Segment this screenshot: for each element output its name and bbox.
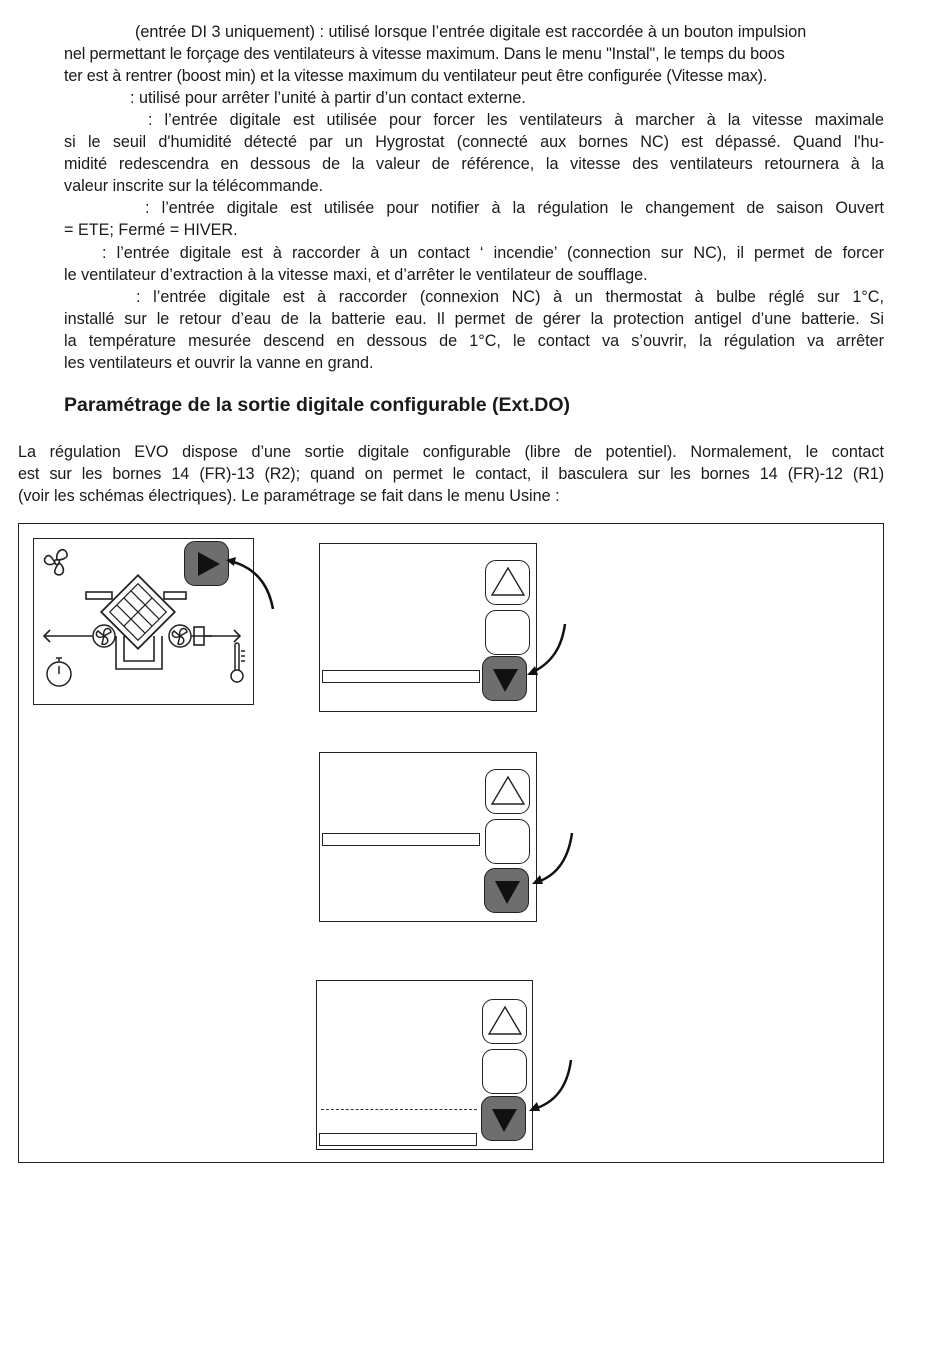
up-button-2[interactable] [485,769,530,814]
menu-screen-panel-1 [319,543,537,712]
frost-text-line-3: la température mesurée descend en dessous de 1°C, le contact va s’ouvrir, la régulation va arrêter [64,332,884,350]
triangle-down-icon [483,657,528,702]
menu-highlight-field-1 [322,670,480,683]
enter-button-1[interactable] [485,610,530,655]
down-button-1[interactable] [482,656,527,701]
up-button-1[interactable] [485,560,530,605]
triangle-down-icon [485,869,530,914]
down-button-2[interactable] [484,868,529,913]
home-screen-panel [33,538,254,705]
menu-highlight-field-2 [322,833,480,846]
fire-text-line-2: le ventilateur d’extraction à la vitesse maxi, et d’arrêter le ventilateur de soufflage. [64,266,648,284]
triangle-up-icon [483,1000,528,1045]
intro-text-line-2: est sur les bornes 14 (FR)-13 (R2); quand on permet le contact, il basculera sur les bornes 14 (FR)-12 (R1) [18,465,884,483]
pointer-arrow-3 [532,829,582,889]
extract-fan-icon [169,625,191,647]
menu-screen-panel-3 [316,980,533,1150]
right-arrow-button[interactable] [184,541,229,586]
section-heading: Paramétrage de la sortie digitale configurable (Ext.DO) [64,394,571,416]
pointer-arrow-2 [527,620,577,680]
play-right-icon [185,542,230,587]
intro-text-line-3: (voir les schémas électriques). Le paramétrage se fait dans le menu Usine : [18,487,560,505]
fire-text-line-1: : l’entrée digitale est à raccorder à un contact ‘ incendie’ (connection sur NC), il permet de forcer [102,244,884,262]
enter-button-3[interactable] [482,1049,527,1094]
frost-text-line-2: installé sur le retour d’eau de la batterie eau. Il permet de gérer la protection antigel d’une batterie. Si [64,310,884,328]
frost-text-line-4: les ventilateurs et ouvrir la vanne en grand. [64,354,374,372]
thermometer-icon [231,643,245,682]
diagram-frame [18,523,884,1163]
supply-fan-icon [93,625,115,647]
season-text-line-1: : l’entrée digitale est utilisée pour notifier à la régulation le changement de saison Ouvert [145,199,884,217]
triangle-down-icon [482,1097,527,1142]
season-text-line-2: = ETE; Fermé = HIVER. [64,221,238,239]
boost-text-line-1: (entrée DI 3 uniquement) : utilisé lorsque l’entrée digitale est raccordée à un bouton impulsion [135,23,807,41]
intro-text-line-1: La régulation EVO dispose d’une sortie digitale configurable (libre de potentiel). Normalement, le contact [18,443,884,461]
timer-icon [47,658,71,686]
stop-text-line-1: : utilisé pour arrêter l’unité à partir d’un contact externe. [130,89,526,107]
hygro-text-line-4: valeur inscrite sur la télécommande. [64,177,324,195]
menu-highlight-field-3 [319,1133,477,1146]
hygro-text-line-2: si le seuil d'humidité détecté par un Hygrostat (connecté aux bornes NC) est dépassé. Quand l'hu- [64,133,884,151]
up-button-3[interactable] [482,999,527,1044]
boost-text-line-3: ter est à rentrer (boost min) et la vitesse maximum du ventilateur peut être configurée (Vitesse max). [64,67,768,85]
pointer-arrow-4 [529,1056,579,1116]
triangle-up-icon [486,770,531,815]
down-button-3[interactable] [481,1096,526,1141]
enter-button-2[interactable] [485,819,530,864]
triangle-up-icon [486,561,531,606]
pointer-arrow-1 [226,557,286,617]
menu-screen-panel-2 [319,752,537,922]
frost-text-line-1: : l’entrée digitale est à raccorder (connexion NC) à un thermostat à bulbe réglé sur 1°C, [136,288,884,306]
fan-icon [45,550,68,575]
boost-text-line-2: nel permettant le forçage des ventilateurs à vitesse maximum. Dans le menu "Instal", le temps du boos [64,45,785,63]
hygro-text-line-1: : l’entrée digitale est utilisée pour forcer les ventilateurs à marcher à la vitesse maximale [148,111,884,129]
hygro-text-line-3: midité redescendra en dessous de la valeur de référence, la vitesse des ventilateurs retournera à la [64,155,884,173]
menu-dotted-separator [321,1109,477,1110]
